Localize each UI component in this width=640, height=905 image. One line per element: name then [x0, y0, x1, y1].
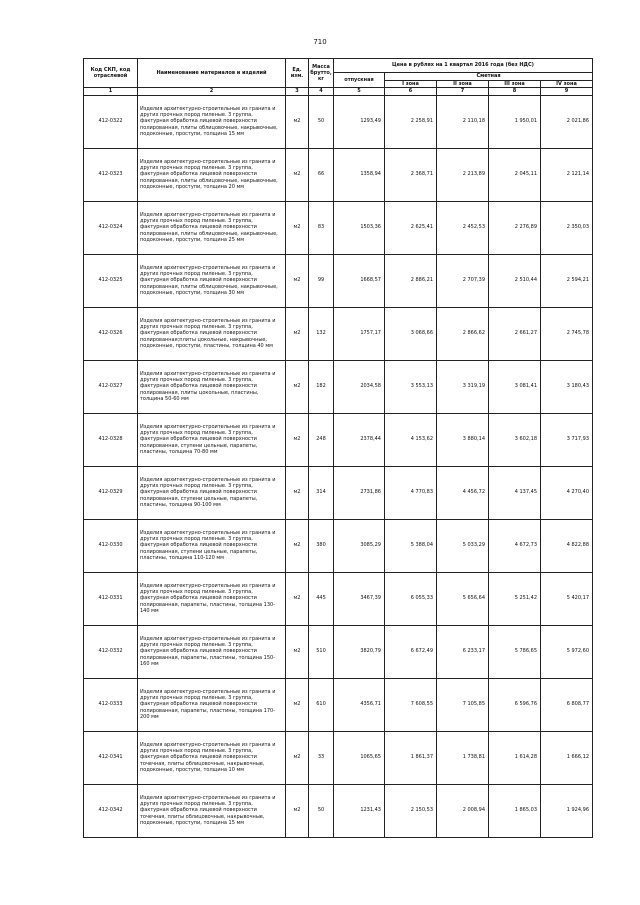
item-unit: м2: [286, 307, 309, 360]
price-release: 3820,79: [334, 625, 385, 678]
price-zone-3: 6 596,76: [489, 678, 541, 731]
item-unit: м2: [286, 731, 309, 784]
price-zone-2: 1 738,81: [437, 731, 489, 784]
item-mass: 66: [309, 148, 334, 201]
table-row: [84, 678, 593, 731]
price-zone-1: 2 368,71: [385, 148, 437, 201]
page-number: 710: [313, 38, 327, 46]
item-name: Изделия архитектурно-строительные из гранита и других прочных пород пиленые. 3 группа, фактурная обработка лицевой поверхности полированная, парапеты, пластины, толщина 150-160 мм: [138, 625, 286, 678]
item-unit: м2: [286, 148, 309, 201]
item-mass: 132: [309, 307, 334, 360]
item-name: Изделия архитектурно-строительные из гранита и других прочных пород пиленые. 3 группа, фактурная обработка лицевой поверхности полированная, ступени цельные, парапеты, пластины, толщина 110-120 мм: [138, 519, 286, 572]
price-zone-2: 4 456,72: [437, 466, 489, 519]
item-name: Изделия архитектурно-строительные из гранита и других прочных пород пиленые. 3 группа, фактурная обработка лицевой поверхности полированная, плиты облицовочные, накрывочные, подоконные, проступи, толщина 25 мм: [138, 201, 286, 254]
column-number: 5: [334, 88, 385, 95]
table-row: [84, 201, 593, 254]
item-code: 412-0325: [84, 254, 138, 307]
price-zone-1: 6 672,49: [385, 625, 437, 678]
item-mass: 510: [309, 625, 334, 678]
item-mass: 314: [309, 466, 334, 519]
price-release: 4356,71: [334, 678, 385, 731]
header-release: отпускная: [334, 73, 385, 88]
item-unit: м2: [286, 201, 309, 254]
price-release: 2034,58: [334, 360, 385, 413]
header-unit: Ед. изм.: [286, 59, 309, 88]
price-zone-2: 2 110,18: [437, 95, 489, 148]
table-row: [84, 625, 593, 678]
price-zone-2: 5 033,29: [437, 519, 489, 572]
item-unit: м2: [286, 413, 309, 466]
price-zone-2: 3 319,19: [437, 360, 489, 413]
price-zone-2: 2 866,62: [437, 307, 489, 360]
column-number: 8: [489, 88, 541, 95]
table-row: [84, 148, 593, 201]
item-mass: 248: [309, 413, 334, 466]
price-zone-4: 4 270,40: [541, 466, 593, 519]
item-code: 412-0341: [84, 731, 138, 784]
table-row: [84, 95, 593, 148]
price-zone-4: 3 717,93: [541, 413, 593, 466]
table-row: [84, 731, 593, 784]
price-zone-2: 2 008,94: [437, 784, 489, 837]
price-release: 1757,17: [334, 307, 385, 360]
price-release: 3085,29: [334, 519, 385, 572]
table-row: [84, 307, 593, 360]
price-zone-4: 2 594,21: [541, 254, 593, 307]
item-name: Изделия архитектурно-строительные из гранита и других прочных пород пиленые. 3 группа, фактурная обработка лицевой поверхности полированная, парапеты, пластины, толщина 170-200 мм: [138, 678, 286, 731]
price-zone-2: 6 233,17: [437, 625, 489, 678]
price-zone-2: 5 656,64: [437, 572, 489, 625]
table-row: [84, 784, 593, 837]
header-mass: Масса брутто, кг: [309, 59, 334, 88]
column-number: 1: [84, 88, 138, 95]
item-mass: 50: [309, 95, 334, 148]
price-zone-3: 1 865,03: [489, 784, 541, 837]
table-row: [84, 360, 593, 413]
item-mass: 182: [309, 360, 334, 413]
column-number: 7: [437, 88, 489, 95]
price-zone-2: 2 213,89: [437, 148, 489, 201]
price-zone-3: 2 276,89: [489, 201, 541, 254]
item-mass: 33: [309, 731, 334, 784]
table-row: [84, 254, 593, 307]
price-zone-3: 5 786,65: [489, 625, 541, 678]
price-zone-4: 6 808,77: [541, 678, 593, 731]
item-unit: м2: [286, 95, 309, 148]
price-zone-3: 1 950,01: [489, 95, 541, 148]
item-code: 412-0324: [84, 201, 138, 254]
price-release: 2378,44: [334, 413, 385, 466]
table-row: [84, 519, 593, 572]
column-number: 4: [309, 88, 334, 95]
table-row: [84, 413, 593, 466]
item-code: 412-0327: [84, 360, 138, 413]
item-name: Изделия архитектурно-строительные из гранита и других прочных пород пиленые. 3 группа, фактурная обработка лицевой поверхности точечная, плиты облицовочные, накрывочные, подоконные, проступи, толщина 15 мм: [138, 784, 286, 837]
header-zone-1: I зона: [385, 81, 437, 88]
price-zone-1: 4 770,83: [385, 466, 437, 519]
item-code: 412-0329: [84, 466, 138, 519]
header-price-title: Цена в рублях на 1 квартал 2016 года (без НДС): [334, 59, 593, 73]
price-release: 1358,94: [334, 148, 385, 201]
item-name: Изделия архитектурно-строительные из гранита и других прочных пород пиленые. 3 группа, фактурная обработка лицевой поверхности полированная, парапеты, пластины, толщина 130-140 мм: [138, 572, 286, 625]
item-name: Изделия архитектурно-строительные из гранита и других прочных пород пиленые. 3 группа, фактурная обработка лицевой поверхности полированная, плиты цокольные, пластины, толщина 50-60 мм: [138, 360, 286, 413]
price-release: 1231,43: [334, 784, 385, 837]
column-number: 6: [385, 88, 437, 95]
item-unit: м2: [286, 254, 309, 307]
price-zone-4: 2 021,86: [541, 95, 593, 148]
price-zone-2: 7 105,85: [437, 678, 489, 731]
item-name: Изделия архитектурно-строительные из гранита и других прочных пород пиленые. 3 группа, фактурная обработка лицевой поверхности полированная, плиты облицовочные, накрывочные, подоконные, проступи, толщина 20 мм: [138, 148, 286, 201]
item-unit: м2: [286, 360, 309, 413]
price-zone-3: 5 251,42: [489, 572, 541, 625]
item-unit: м2: [286, 625, 309, 678]
price-zone-3: 4 672,73: [489, 519, 541, 572]
price-zone-3: 2 510,44: [489, 254, 541, 307]
item-code: 412-0332: [84, 625, 138, 678]
item-name: Изделия архитектурно-строительные из гранита и других прочных пород пиленые. 3 группа, фактурная обработка лицевой поверхности полированная, плиты облицовочные, накрывочные, подоконные, проступи, толщина 15 мм: [138, 95, 286, 148]
price-zone-3: 2 045,11: [489, 148, 541, 201]
item-mass: 445: [309, 572, 334, 625]
header-zone-2: II зона: [437, 81, 489, 88]
price-release: 1503,36: [334, 201, 385, 254]
price-zone-1: 2 625,41: [385, 201, 437, 254]
item-code: 412-0322: [84, 95, 138, 148]
item-mass: 50: [309, 784, 334, 837]
item-name: Изделия архитектурно-строительные из гранита и других прочных пород пиленые. 3 группа, фактурная обработка лицевой поверхности полированная, ступени цельные, парапеты, пластины, толщина 70-80 мм: [138, 413, 286, 466]
price-table: [83, 58, 593, 838]
item-code: 412-0330: [84, 519, 138, 572]
price-zone-3: 2 661,27: [489, 307, 541, 360]
price-zone-1: 5 388,04: [385, 519, 437, 572]
header-code: Код СКП, код отраслевой: [84, 59, 138, 88]
header-zone-3: III зона: [489, 81, 541, 88]
item-unit: м2: [286, 784, 309, 837]
price-zone-3: 1 614,28: [489, 731, 541, 784]
price-zone-4: 1 924,96: [541, 784, 593, 837]
table-body: [84, 95, 593, 837]
table-row: [84, 572, 593, 625]
price-zone-1: 3 553,13: [385, 360, 437, 413]
column-number: 9: [541, 88, 593, 95]
price-zone-1: 2 886,21: [385, 254, 437, 307]
item-mass: 610: [309, 678, 334, 731]
price-zone-4: 2 121,14: [541, 148, 593, 201]
price-zone-3: 3 602,18: [489, 413, 541, 466]
header-zone-4: IV зона: [541, 81, 593, 88]
price-release: 1065,65: [334, 731, 385, 784]
price-zone-2: 2 452,53: [437, 201, 489, 254]
table-row: [84, 466, 593, 519]
item-code: 412-0328: [84, 413, 138, 466]
item-unit: м2: [286, 572, 309, 625]
item-code: 412-0323: [84, 148, 138, 201]
price-zone-4: 3 180,43: [541, 360, 593, 413]
price-zone-4: 1 666,12: [541, 731, 593, 784]
header-name: Наименование материалов и изделий: [138, 59, 286, 88]
item-code: 412-0326: [84, 307, 138, 360]
item-mass: 380: [309, 519, 334, 572]
price-zone-4: 5 972,60: [541, 625, 593, 678]
price-zone-4: 2 745,78: [541, 307, 593, 360]
item-name: Изделия архитектурно-строительные из гранита и других прочных пород пиленые. 3 группа, фактурная обработка лицевой поверхности полированная;плиты цокольные, накрывочные, подоконные, проступи, пластины, толщина 40 мм: [138, 307, 286, 360]
price-zone-1: 2 258,91: [385, 95, 437, 148]
price-zone-4: 4 822,88: [541, 519, 593, 572]
price-zone-2: 3 880,14: [437, 413, 489, 466]
item-unit: м2: [286, 519, 309, 572]
item-unit: м2: [286, 466, 309, 519]
header-estimate: Сметная: [385, 73, 593, 81]
item-code: 412-0333: [84, 678, 138, 731]
price-release: 3467,39: [334, 572, 385, 625]
price-release: 1668,57: [334, 254, 385, 307]
price-zone-1: 4 153,62: [385, 413, 437, 466]
price-zone-3: 4 137,45: [489, 466, 541, 519]
price-zone-1: 6 055,33: [385, 572, 437, 625]
price-zone-1: 7 608,55: [385, 678, 437, 731]
price-zone-1: 1 861,37: [385, 731, 437, 784]
column-number: 2: [138, 88, 286, 95]
price-release: 2731,86: [334, 466, 385, 519]
price-zone-1: 2 150,53: [385, 784, 437, 837]
item-code: 412-0342: [84, 784, 138, 837]
item-code: 412-0331: [84, 572, 138, 625]
price-zone-2: 2 707,39: [437, 254, 489, 307]
price-zone-4: 2 350,03: [541, 201, 593, 254]
price-zone-3: 3 081,41: [489, 360, 541, 413]
item-name: Изделия архитектурно-строительные из гранита и других прочных пород пиленые. 3 группа, фактурная обработка лицевой поверхности полированная, плиты облицовочные, накрывочные, подоконные, проступи, толщина 30 мм: [138, 254, 286, 307]
item-name: Изделия архитектурно-строительные из гранита и других прочных пород пиленые. 3 группа, фактурная обработка лицевой поверхности точечная, плиты облицовочные, накрывочные, подоконные, проступи, толщина 10 мм: [138, 731, 286, 784]
item-unit: м2: [286, 678, 309, 731]
price-zone-4: 5 420,17: [541, 572, 593, 625]
item-name: Изделия архитектурно-строительные из гранита и других прочных пород пиленые. 3 группа, фактурная обработка лицевой поверхности полированная, ступени цельные, парапеты, пластины, толщина 90-100 мм: [138, 466, 286, 519]
price-release: 1293,49: [334, 95, 385, 148]
price-zone-1: 3 068,66: [385, 307, 437, 360]
column-number-row: [84, 88, 593, 95]
item-mass: 99: [309, 254, 334, 307]
item-mass: 83: [309, 201, 334, 254]
column-number: 3: [286, 88, 309, 95]
